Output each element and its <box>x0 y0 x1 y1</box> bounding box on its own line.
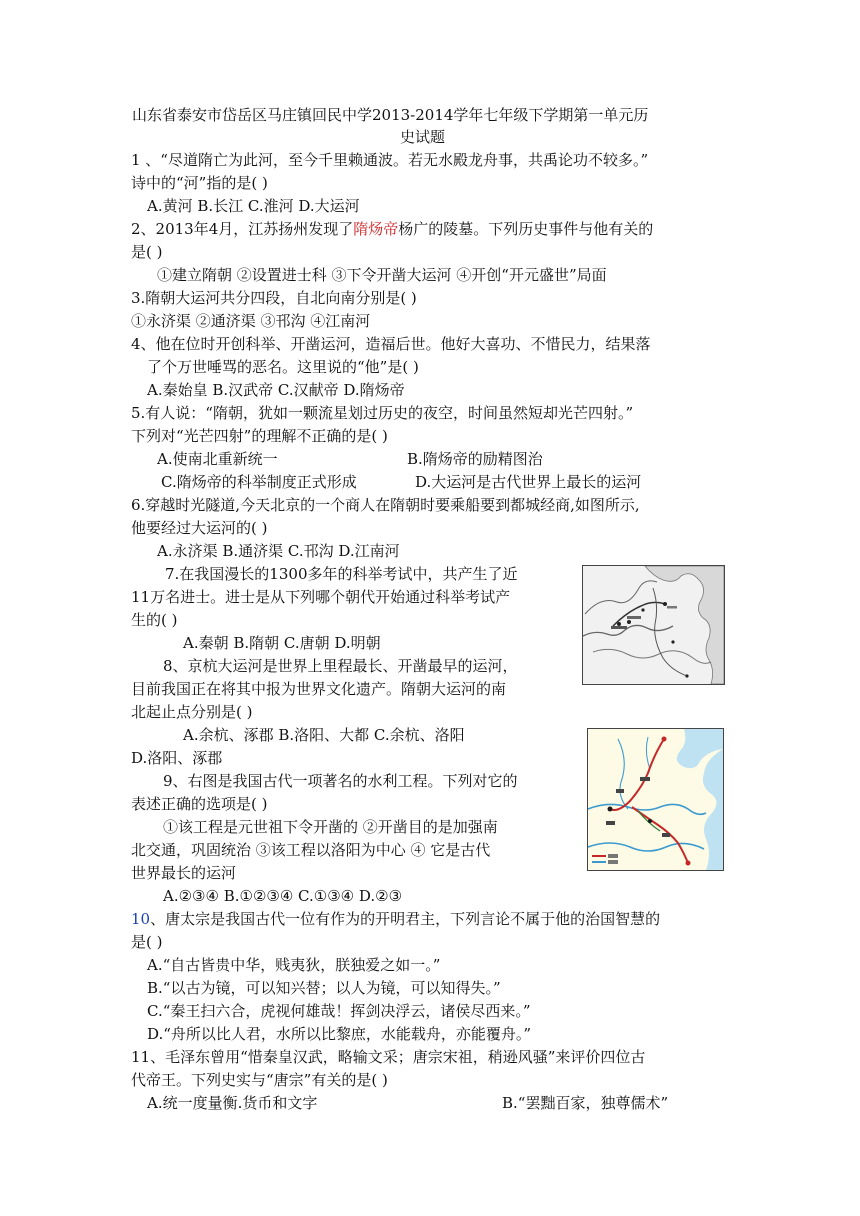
q7-stem-line-1: 7.在我国漫长的1300多年的科举考试中，共产生了近 <box>165 565 518 583</box>
q4-options: A.秦始皇 B.汉武帝 C.汉献帝 D.隋炀帝 <box>147 381 405 399</box>
q7-stem-line-3: 生的( ) <box>131 611 178 629</box>
exam-title-line-2: 史试题 <box>400 128 446 146</box>
q6-route-map-drawing <box>583 566 724 684</box>
q9-stem-line-3: ①该工程是元世祖下令开凿的 ②开凿目的是加强南 <box>163 818 498 836</box>
q5-option-b: B.隋炀帝的励精图治 <box>407 450 543 468</box>
q9-stem-line-4: 北交通，巩固统治 ③该工程以洛阳为中心 ④ 它是古代 <box>131 841 491 859</box>
q10-option-c: C.“秦王扫六合，虎视何雄哉！挥剑决浮云，诸侯尽西来。” <box>147 1002 531 1020</box>
q10-option-d: D.“舟所以比人君，水所以比黎庶，水能载舟，亦能覆舟。” <box>147 1025 532 1043</box>
q6-stem-line-1: 6.穿越时光隧道,今天北京的一个商人在隋朝时要乘船要到都城经商,如图所示, <box>131 496 640 514</box>
q10-stem-line-2: 是( ) <box>131 933 163 951</box>
q2-stem-text-a: 2、2013年4月，江苏扬州发现了 <box>131 220 354 238</box>
q10-option-b: B.“以古为镜，可以知兴替；以人为镜，可以知得失。” <box>147 979 501 997</box>
exam-title-line-1: 山东省泰安市岱岳区马庄镇回民中学2013-2014学年七年级下学期第一单元历 <box>132 106 649 124</box>
q9-stem-line-5: 世界最长的运河 <box>131 864 237 882</box>
q10-stem-line-1 <box>131 908 660 930</box>
q11-stem-line-1: 11、毛泽东曾用“惜秦皇汉武，略输文采；唐宗宋祖，稍逊风骚”来评价四位古 <box>131 1048 646 1066</box>
q9-stem-line-1: 9、右图是我国古代一项著名的水利工程。下列对它的 <box>163 772 518 790</box>
q8-stem-line-2: 目前我国正在将其中报为世界文化遗产。隋朝大运河的南 <box>131 680 507 698</box>
q2-stem-text-b: 杨广的陵墓。下列历史事件与他有关的 <box>398 220 654 238</box>
q8-option-d: D.洛阳、涿郡 <box>131 749 223 767</box>
q3-items: ①永济渠 ②通济渠 ③邗沟 ④江南河 <box>131 312 371 330</box>
q8-stem-line-1: 8、京杭大运河是世界上里程最长、开凿最早的运河， <box>163 657 518 675</box>
q5-option-c: C.隋炀帝的科举制度正式形成 <box>161 473 357 491</box>
q1-options: A.黄河 B.长江 C.淮河 D.大运河 <box>147 197 360 215</box>
q10-number: 10 <box>131 910 151 928</box>
q9-stem-line-2: 表述正确的选项是( ) <box>131 795 268 813</box>
q6-options: A.永济渠 B.通济渠 C.邗沟 D.江南河 <box>157 542 400 560</box>
q4-stem-line-1: 4、他在位时开创科举、开凿运河，造福后世。他好大喜功、不惜民力，结果落 <box>131 335 651 353</box>
q4-stem-line-2: 了个万世唾骂的恶名。这里说的“他”是( ) <box>147 358 419 376</box>
q11-option-b: B.“罢黜百家，独尊儒术” <box>502 1094 669 1112</box>
q9-options: A.②③④ B.①②③④ C.①③④ D.②③ <box>163 887 403 905</box>
q1-stem-line-2: 诗中的“河”指的是( ) <box>131 174 268 192</box>
q10-stem-text: 、唐太宗是我国古代一位有作为的开明君主，下列言论不属于他的治国智慧的 <box>150 910 661 928</box>
q5-option-d: D.大运河是古代世界上最长的运河 <box>415 473 642 491</box>
q11-option-a: A.统一度量衡.货币和文字 <box>147 1094 318 1112</box>
q8-stem-line-3: 北起止点分别是( ) <box>131 703 253 721</box>
q1-stem-line-1: 1 、“尽道隋亡为此河，至今千里赖通波。若无水殿龙舟事，共禹论功不较多。” <box>131 151 649 169</box>
grand-canal-map-image <box>587 728 724 871</box>
q2-highlighted-name: 隋炀帝 <box>353 220 399 238</box>
q2-stem-line-2: 是( ) <box>131 243 163 261</box>
q5-stem-line-2: 下列对“光芒四射”的理解不正确的是( ) <box>131 427 388 445</box>
q10-option-a: A.“自古皆贵中华，贱夷狄，朕独爱之如一。” <box>147 956 441 974</box>
q5-stem-line-1: 5.有人说：“隋朝，犹如一颗流星划过历史的夜空，时间虽然短却光芒四射。” <box>131 404 634 422</box>
q7-options: A.秦朝 B.隋朝 C.唐朝 D.明朝 <box>183 634 381 652</box>
q7-stem-line-2: 11万名进士。进士是从下列哪个朝代开始通过科举考试产 <box>131 588 511 606</box>
q2-items: ①建立隋朝 ②设置进士科 ③下令开凿大运河 ④开创“开元盛世”局面 <box>157 266 607 284</box>
q11-stem-line-2: 代帝王。下列史实与“唐宗”有关的是( ) <box>131 1071 388 1089</box>
grand-canal-map-drawing <box>588 729 723 870</box>
q6-stem-line-2: 他要经过大运河的( ) <box>131 519 268 537</box>
q8-options: A.余杭、涿郡 B.洛阳、大都 C.余杭、洛阳 <box>183 726 465 744</box>
q6-route-map-image <box>582 565 725 685</box>
q3-stem: 3.隋朝大运河共分四段，自北向南分别是( ) <box>131 289 417 307</box>
q5-option-a: A.使南北重新统一 <box>157 450 278 468</box>
q2-stem-line-1 <box>131 218 653 240</box>
